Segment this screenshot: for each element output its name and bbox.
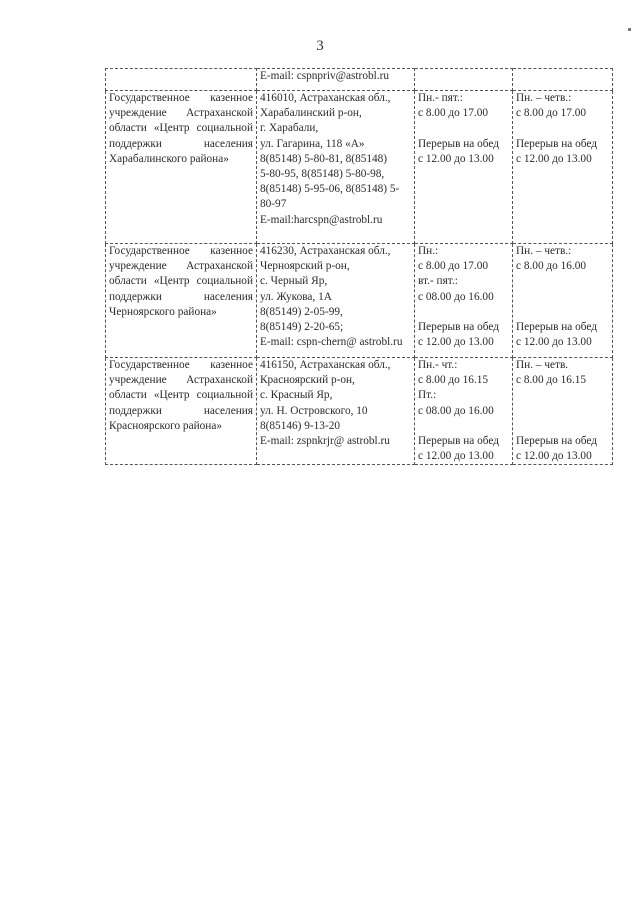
schedule-line: с 8.00 до 17.00	[516, 107, 587, 120]
schedule-line: Перерыв на обед	[418, 137, 499, 150]
schedule-line: с 12.00 до 13.00	[418, 152, 494, 165]
schedule-line: Перерыв на обед	[516, 434, 597, 447]
schedule-cell	[415, 69, 513, 91]
schedule-line: с 08.00 до 16.00	[418, 290, 494, 303]
schedule-line: с 8.00 до 16.15	[418, 374, 489, 387]
schedule-line: Пн.- чт.:	[418, 359, 458, 371]
blank-line	[516, 404, 609, 419]
schedule-line: Пн.:	[418, 245, 439, 257]
blank-line	[418, 419, 509, 434]
blank-line	[516, 121, 609, 136]
table-row	[106, 69, 613, 91]
schedule-cell	[513, 358, 613, 465]
table-row	[106, 91, 613, 244]
schedule-line: вт.- пят.:	[418, 275, 458, 288]
address-line: 416230, Астраханская обл.,	[260, 245, 391, 257]
page-number: 3	[316, 38, 324, 54]
address-line: Красноярский р-он,	[260, 374, 355, 387]
address-cell	[257, 244, 415, 358]
schedule-cell	[415, 244, 513, 358]
schedule-cell	[415, 358, 513, 465]
blank-line	[516, 305, 609, 320]
address-line: с. Черный Яр,	[260, 275, 328, 288]
address-line: г. Харабали,	[260, 122, 319, 135]
schedule-line: Пн. – четв.:	[516, 92, 572, 104]
address-line: 80-97	[260, 198, 287, 211]
schedule-line: Перерыв на обед	[516, 320, 597, 333]
address-line: 416010, Астраханская обл.,	[260, 92, 391, 104]
address-line: ул. Н. Островского, 10	[260, 404, 368, 417]
address-line: Харабалинский р-он,	[260, 107, 362, 120]
email-text: E-mail: cspnpriv@astrobl.ru	[260, 70, 389, 82]
schedule-line: Перерыв на обед	[418, 435, 499, 447]
schedule-line: Пт.:	[418, 389, 437, 402]
address-line: 8(85149) 2-20-65;	[260, 321, 344, 334]
institution-name: Государственное казенное учреждение Астраханской области «Центр социальной поддержки населения Черноярского района»	[109, 245, 253, 318]
schedule-cell	[513, 69, 613, 91]
schedule-line: с 8.00 до 17.00	[418, 107, 489, 120]
schedule-cell	[415, 91, 513, 244]
schedule-line: Перерыв на обед	[418, 321, 499, 333]
address-line: 5-80-95, 8(85148) 5-80-98,	[260, 168, 385, 181]
institution-name: Государственное казенное учреждение Астраханской области «Центр социальной поддержки населения Красноярского района»	[109, 359, 253, 432]
table-row	[106, 244, 613, 358]
institution-name-cell	[106, 91, 257, 244]
schedule-line: с 8.00 до 16.15	[516, 374, 587, 387]
schedule-line: с 12.00 до 13.00	[516, 450, 592, 463]
schedule-line: с 8.00 до 16.00	[516, 260, 587, 273]
schedule-line: с 12.00 до 13.00	[418, 450, 494, 463]
schedule-line: с 08.00 до 16.00	[418, 404, 494, 417]
institutions-table	[105, 68, 613, 465]
schedule-line: Перерыв на обед	[516, 137, 597, 150]
address-cell	[257, 358, 415, 465]
institution-name-cell	[106, 244, 257, 358]
email-text: E-mail:harcspn@astrobl.ru	[260, 213, 383, 226]
address-line: ул. Гагарина, 118 «А»	[260, 137, 365, 150]
institution-name-cell	[106, 358, 257, 465]
address-line: 8(85148) 5-95-06, 8(85148) 5-	[260, 183, 400, 196]
schedule-line: Пн. – четв.	[516, 359, 569, 371]
address-line: Черноярский р-он,	[260, 260, 350, 273]
blank-line	[516, 274, 609, 289]
blank-line	[516, 419, 609, 434]
address-line: 8(85148) 5-80-81, 8(85148)	[260, 152, 388, 165]
table-row	[106, 358, 613, 465]
address-line: с. Красный Яр,	[260, 389, 333, 402]
address-line: 8(85146) 9-13-20	[260, 419, 341, 432]
schedule-line: с 12.00 до 13.00	[516, 336, 592, 349]
institution-name-cell	[106, 69, 257, 91]
email-text: E-mail: cspn-chern@ astrobl.ru	[260, 336, 403, 349]
schedule-line: с 8.00 до 17.00	[418, 260, 489, 273]
schedule-line: с 12.00 до 13.00	[516, 152, 592, 165]
blank-line	[418, 121, 509, 136]
address-line: ул. Жукова, 1А	[260, 290, 332, 303]
scan-speck	[628, 28, 631, 31]
blank-line	[516, 388, 609, 403]
address-line: 416150, Астраханская обл.,	[260, 359, 391, 371]
schedule-cell	[513, 244, 613, 358]
blank-line	[516, 290, 609, 305]
schedule-line: с 12.00 до 13.00	[418, 336, 494, 349]
address-cell	[257, 91, 415, 244]
schedule-cell	[513, 91, 613, 244]
email-text: E-mail: zspnkrjr@ astrobl.ru	[260, 435, 390, 448]
schedule-line: Пн.- пят.:	[418, 92, 463, 104]
address-line: 8(85149) 2-05-99,	[260, 305, 343, 318]
institution-name: Государственное казенное учреждение Астраханской области «Центр социальной поддержки населения Харабалинского района»	[109, 92, 253, 165]
schedule-line: Пн. – четв.:	[516, 245, 572, 257]
address-cell	[257, 69, 415, 91]
blank-line	[418, 305, 509, 320]
